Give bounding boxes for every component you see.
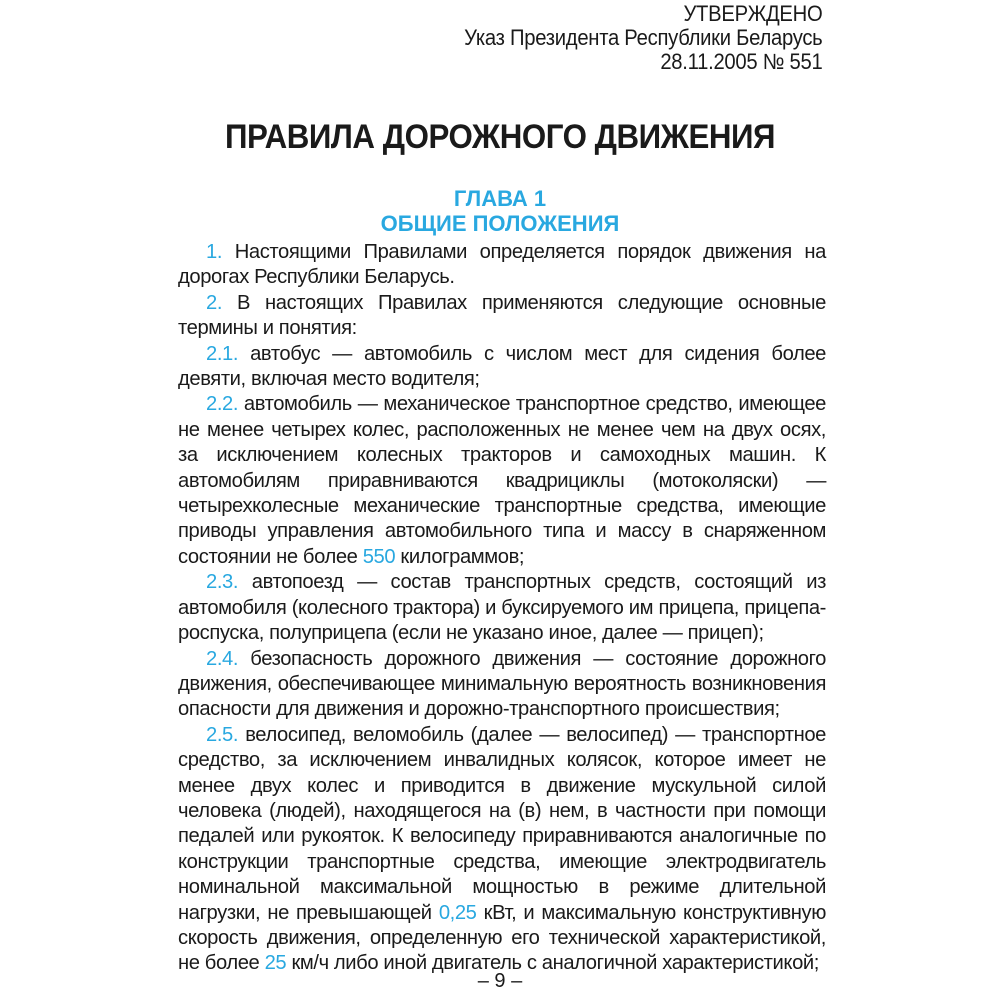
document-body xyxy=(178,240,826,977)
paragraph-2-1 xyxy=(178,342,826,393)
paragraph-text: килограммов; xyxy=(400,545,525,568)
paragraph-number: 2.2. xyxy=(206,393,239,416)
paragraph-2-2 xyxy=(178,392,826,570)
paragraph-text: Настоящими Правилами определяется порядок движения на дорогах Республики Беларусь. xyxy=(178,241,826,289)
paragraph-text: кВт, и максимальную конструктивную скорость движения, определенную его технической характеристикой, не более xyxy=(178,901,826,975)
highlighted-value: 550 xyxy=(362,545,396,568)
paragraph-number: 1. xyxy=(206,241,223,263)
paragraph-number: 2.5. xyxy=(206,723,239,746)
chapter-heading xyxy=(0,186,1000,236)
paragraph-text: автопоезд — состав транспортных средств, состоящий из автомобиля (колесного трактора) и буксируемого им прицепа, прицепа-роспуска, полуприцепа (если не указано иное, далее — прицеп); xyxy=(178,571,826,645)
approval-decree: Указ Президента Республики Беларусь xyxy=(463,25,822,50)
highlighted-value: 25 xyxy=(264,952,287,975)
approval-date: 28.11.2005 № 551 xyxy=(659,49,822,74)
paragraph-text: В настоящих Правилах применяются следующие основные термины и понятия: xyxy=(178,291,826,340)
paragraph-number: 2.4. xyxy=(206,647,239,670)
page-number: – 9 – xyxy=(477,970,523,992)
approval-heading: УТВЕРЖДЕНО xyxy=(683,1,822,26)
paragraph-2-4 xyxy=(178,647,826,723)
highlighted-value: 0,25 xyxy=(438,901,477,924)
paragraph-2 xyxy=(178,291,826,342)
paragraph-2-5 xyxy=(178,723,826,977)
paragraph-number: 2.1. xyxy=(206,342,239,365)
document-title: ПРАВИЛА ДОРОЖНОГО ДВИЖЕНИЯ xyxy=(224,118,776,156)
paragraph-text: км/ч либо иной двигатель с аналогичной характеристикой; xyxy=(291,952,819,975)
paragraph-1 xyxy=(178,240,826,291)
paragraph-number: 2. xyxy=(206,291,223,314)
paragraph-2-3 xyxy=(178,570,826,646)
paragraph-text: безопасность дорожного движения — состояние дорожного движения, обеспечивающее минимальную вероятность возникновения опасности для движения и дорожно-транспортного происшествия; xyxy=(178,647,826,721)
approval-stamp xyxy=(464,2,822,74)
paragraph-number: 2.3. xyxy=(206,571,239,594)
paragraph-text: автобус — автомобиль с числом мест для сидения более девяти, включая место водителя; xyxy=(178,342,827,391)
paragraph-text: велосипед, веломобиль (далее — велосипед) — транспортное средство, за исключением инвалидных колясок, которое имеет не менее двух колес и приводится в движение мускульной силой человека (людей), находящегося на (в) нем, в частности при помощи педалей или рукояток. К велосипеду приравниваются аналогичные по конструкции транспортные средства, имеющие электродвигатель номинальной максимальной мощностью в режиме длительной нагрузки, не превышающей xyxy=(178,723,826,924)
chapter-number: ГЛАВА 1 xyxy=(453,186,547,211)
paragraph-text: автомобиль — механическое транспортное средство, имеющее не менее четырех колес, расположенных не менее чем на двух осях, за исключением колесных тракторов и самоходных машин. К автомобилям приравниваются квадрициклы (мотоколяски) — четырехколесные механические транспортные средства, имеющие приводы управления автомобильного типа и массу в снаряженном состоянии не более xyxy=(178,393,826,568)
chapter-name: ОБЩИЕ ПОЛОЖЕНИЯ xyxy=(380,211,620,236)
